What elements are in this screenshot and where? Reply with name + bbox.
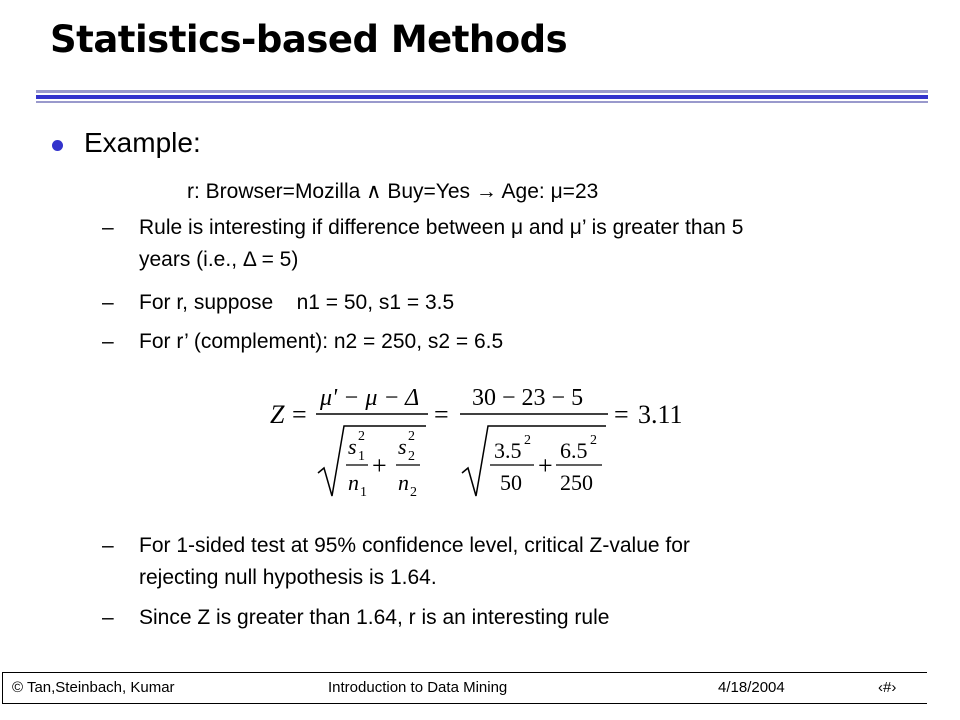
footer-date: 4/18/2004	[718, 679, 785, 696]
dash-marker: –	[102, 216, 114, 239]
list-item-text: rejecting null hypothesis is 1.64.	[139, 566, 437, 589]
z-score-formula	[268, 378, 708, 508]
formula-d1: 50	[500, 470, 522, 495]
formula-s1-sup: 2	[358, 429, 365, 444]
footer-course-title: Introduction to Data Mining	[328, 679, 508, 696]
formula-s2-sub: 2	[408, 449, 415, 464]
formula-numerator-numeric: 30 − 23 − 5	[472, 385, 584, 411]
formula-equals: =	[434, 400, 449, 429]
formula-plus: +	[372, 451, 387, 480]
formula-s2: s	[398, 434, 407, 459]
dash-marker: –	[102, 330, 114, 353]
formula-numerator-symbolic: μ' − μ − Δ	[320, 385, 420, 411]
formula-equals: =	[614, 400, 629, 429]
list-item-text: years (i.e., Δ = 5)	[139, 248, 299, 271]
title-divider-bottom	[36, 101, 928, 103]
footer-page-number: ‹#›	[878, 679, 897, 696]
formula-n2-sub: 2	[410, 485, 417, 500]
formula-result: 3.11	[638, 400, 683, 429]
title-divider-top	[36, 90, 928, 93]
dash-marker: –	[102, 291, 114, 314]
formula-s2-sup: 2	[408, 429, 415, 444]
list-item-text: Since Z is greater than 1.64, r is an interesting rule	[139, 606, 610, 629]
formula-s1: s	[348, 434, 357, 459]
formula-n1: n	[348, 470, 359, 495]
formula-equals: =	[292, 400, 307, 429]
list-item-text: For r’ (complement): n2 = 250, s2 = 6.5	[139, 330, 504, 353]
list-item-text: Rule is interesting if difference between μ and μ’ is greater than 5	[139, 216, 744, 239]
dash-marker: –	[102, 606, 114, 629]
formula-d2: 250	[560, 470, 593, 495]
bullet-icon	[52, 140, 63, 151]
formula-n2: n	[398, 470, 409, 495]
list-item-text: For r, suppose n1 = 50, s1 = 3.5	[139, 291, 455, 314]
footer-copyright: © Tan,Steinbach, Kumar	[12, 679, 175, 696]
formula-v1: 3.5	[494, 438, 522, 463]
title-divider-main	[36, 95, 928, 99]
slide-title: Statistics-based Methods	[50, 18, 568, 61]
formula-s1-sub: 1	[358, 449, 365, 464]
example-heading: Example:	[84, 127, 201, 158]
formula-v2-sup: 2	[590, 433, 597, 448]
formula-v2: 6.5	[560, 438, 588, 463]
rule-statement: r: Browser=Mozilla ∧ Buy=Yes → Age: μ=23	[187, 180, 599, 203]
list-item-text: For 1-sided test at 95% confidence level, critical Z-value for	[139, 534, 690, 557]
formula-n1-sub: 1	[360, 485, 367, 500]
formula-plus: +	[538, 451, 553, 480]
formula-v1-sup: 2	[524, 433, 531, 448]
formula-z: Z	[270, 400, 285, 429]
dash-marker: –	[102, 534, 114, 557]
